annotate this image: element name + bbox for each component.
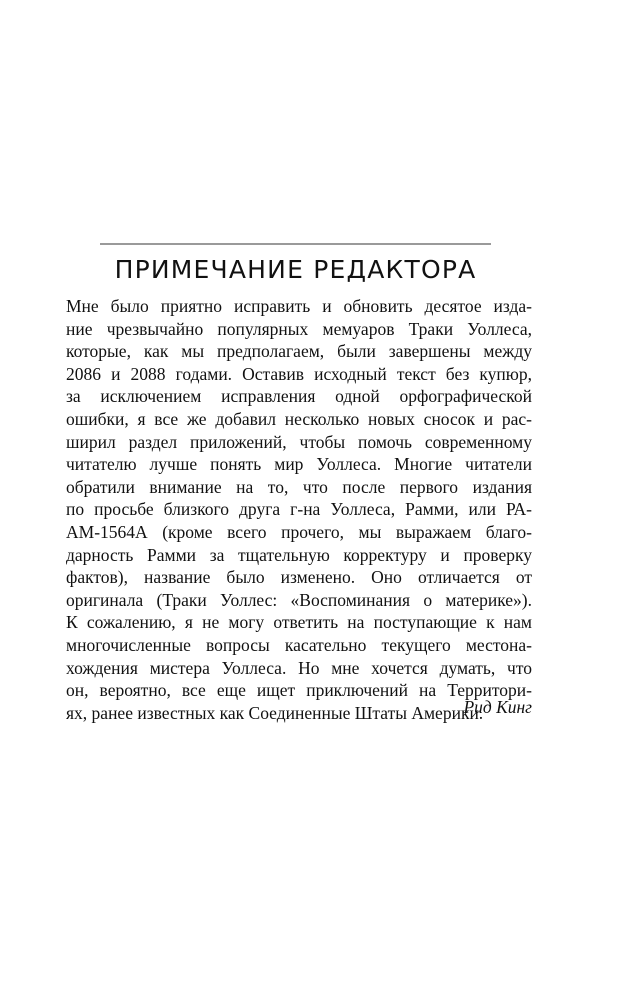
text-line: хождения мистера Уоллеса. Но мне хочется думать, что (66, 657, 532, 678)
text-line: ошибки, я все же добавил несколько новых сносок и рас- (66, 408, 532, 429)
text-line: он, вероятно, все еще ищет приключений на Территори- (66, 680, 532, 701)
text-line: ях, ранее известных как Соединенные Штаты Америки. (66, 702, 484, 723)
text-line: Мне было приятно исправить и обновить десятое изда- (66, 296, 532, 316)
text-line: по просьбе близкого друга г-на Уоллеса, Рамми, или РА- (66, 499, 532, 520)
text-line: К сожалению, я не могу ответить на поступающие к нам (66, 612, 532, 633)
title-rule (100, 243, 491, 245)
text-line: АМ-1564А (кроме всего прочего, мы выражаем благо- (66, 521, 532, 542)
text-line: дарность Рамми за тщательную корректуру и проверку (66, 544, 532, 565)
text-line: которые, как мы предполагаем, были завершены между (66, 341, 532, 362)
text-line: ширил раздел приложений, чтобы помочь современному (66, 431, 532, 452)
text-line: фактов), название было изменено. Оно отличается от (66, 567, 532, 588)
text-line: многочисленные вопросы касательно текущего местона- (66, 634, 532, 655)
title-block (100, 243, 491, 284)
text-line: читателю лучше понять мир Уоллеса. Многие читатели (66, 454, 532, 475)
body-paragraph (66, 295, 532, 724)
text-line: за исключением исправления одной орфографической (66, 386, 532, 407)
page-title: ПРИМЕЧАНИЕ РЕДАКТОРА (114, 255, 477, 284)
text-line: 2086 и 2088 годами. Оставив исходный текст без купюр, (66, 363, 532, 384)
text-line: ние чрезвычайно популярных мемуаров Траки Уоллеса, (66, 318, 532, 339)
text-line: оригинала (Траки Уоллес: «Воспоминания о материке»). (66, 589, 532, 610)
signature: Рид Кинг (463, 697, 532, 717)
text-line: обратили внимание на то, что после первого издания (66, 476, 532, 497)
